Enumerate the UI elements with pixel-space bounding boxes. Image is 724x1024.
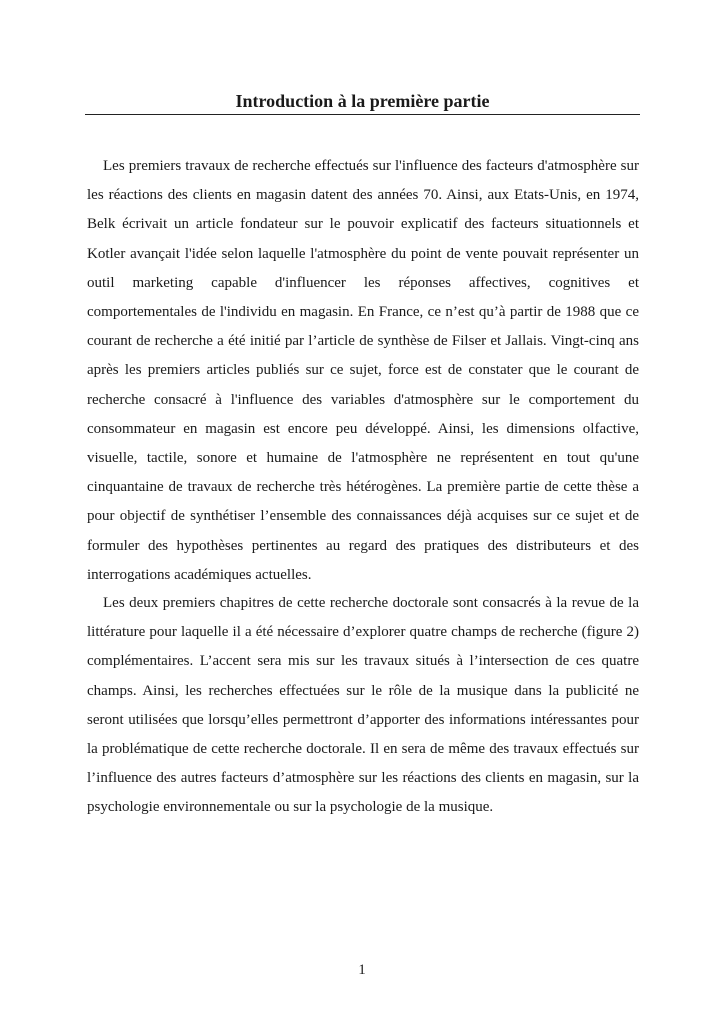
page-number: 1 <box>358 962 366 978</box>
page-title: Introduction à la première partie <box>235 91 490 111</box>
paragraph-1: Les premiers travaux de recherche effectués sur l'influence des facteurs d'atmosphère sur les réactions des clients en magasin datent des années 70. Ainsi, aux Etats-Unis, en 1974, Belk écrivait un article fondateur sur le pouvoir explicatif des facteurs situationnels et Kotler avançait l'idée selon laquelle l'atmosphère du point de vente pouvait représenter un outil marketing capable d'influencer les réponses affectives, cognitives et comportementales de l'individu en magasin. En France, ce n’est qu’à partir de 1988 que ce courant de recherche a été initié par l’article de synthèse de Filser et Jallais. Vingt-cinq ans après les premiers articles publiés sur ce sujet, force est de constater que le courant de recherche consacré à l'influence des variables d'atmosphère sur le comportement du consommateur en magasin est encore peu développé. Ainsi, les dimensions olfactive, visuelle, tactile, sonore et humaine de l'atmosphère ne représentent en tout qu'une cinquantaine de travaux de recherche très hétérogènes. La première partie de cette thèse a pour objectif de synthétiser l’ensemble des connaissances déjà acquises sur ce sujet et de formuler des hypothèses pertinentes au regard des pratiques des distributeurs et des interrogations académiques actuelles. <box>87 158 639 583</box>
title-underline <box>85 114 640 115</box>
paragraph-2: Les deux premiers chapitres de cette recherche doctorale sont consacrés à la revue de la littérature pour laquelle il a été nécessaire d’explorer quatre champs de recherche (figure 2) complémentaires. L’accent sera mis sur les travaux situés à l’intersection de ces quatre champs. Ainsi, les recherches effectuées sur le rôle de la musique dans la publicité ne seront utilisées que lorsqu’elles permettront d’apporter des informations intéressantes pour la problématique de cette recherche doctorale. Il en sera de même des travaux effectués sur l’influence des autres facteurs d’atmosphère sur les réactions des clients en magasin, sur la psychologie environnementale ou sur la psychologie de la musique. <box>87 595 639 816</box>
